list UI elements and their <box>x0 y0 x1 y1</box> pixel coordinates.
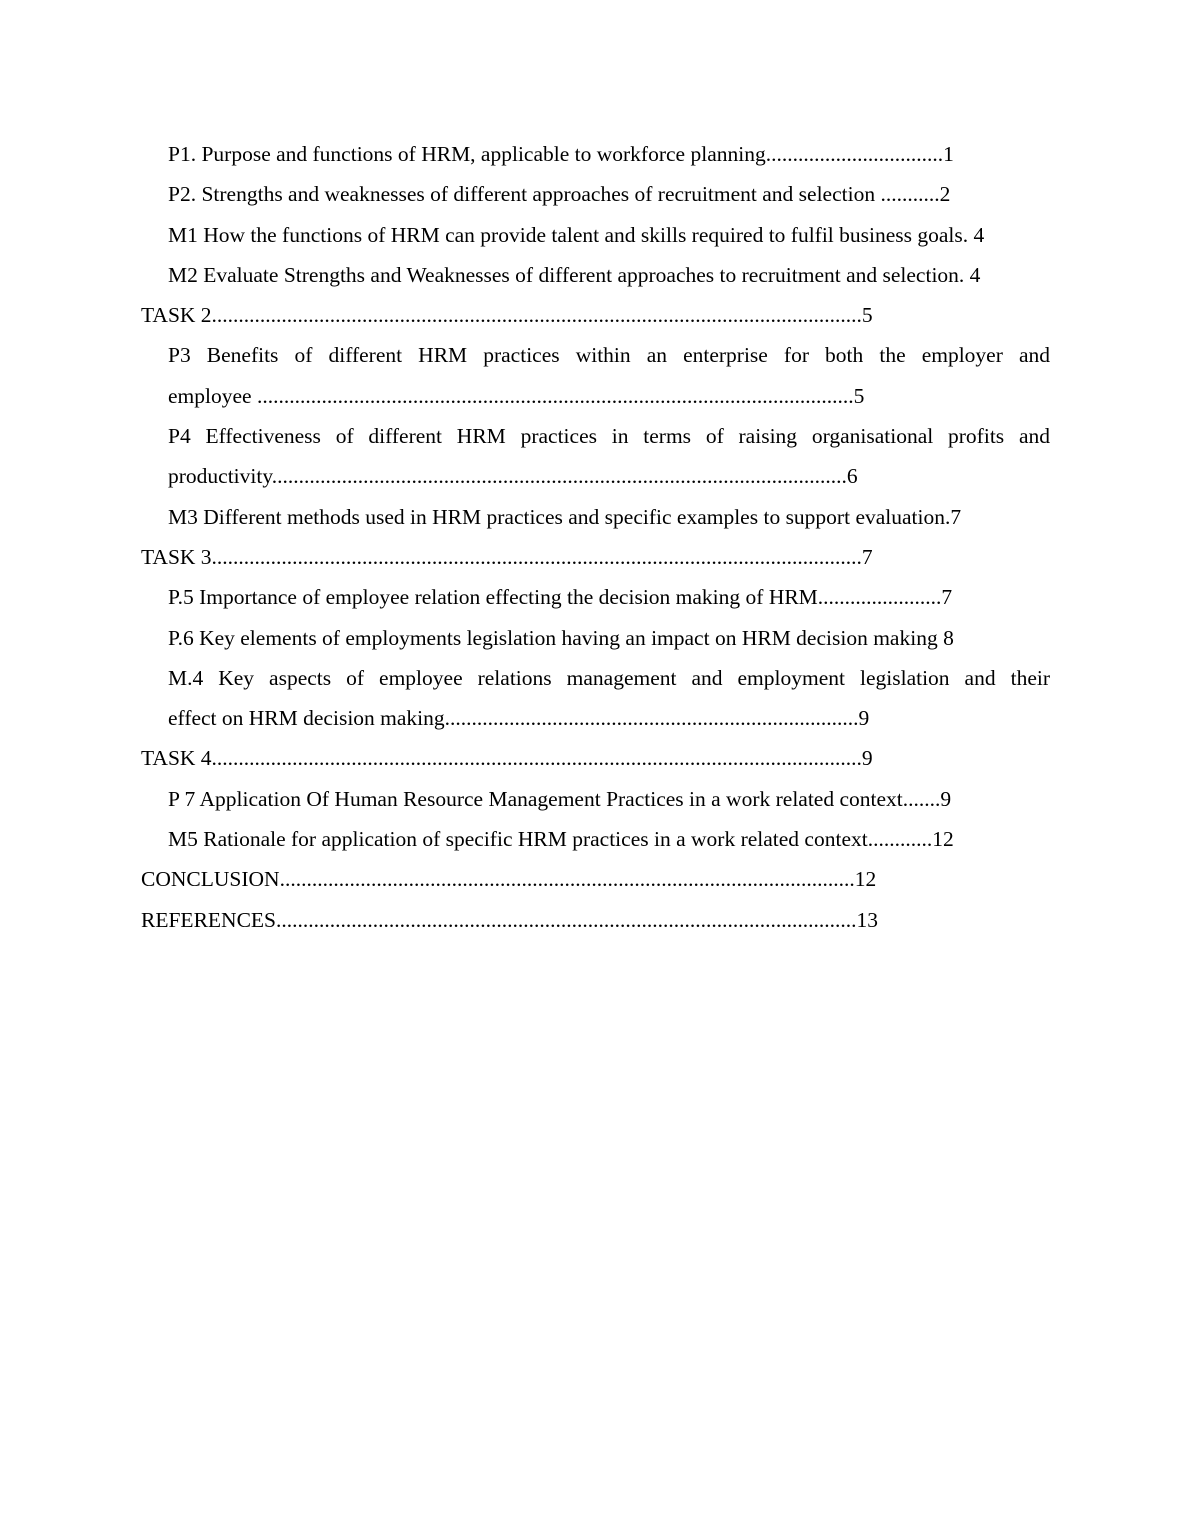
toc-entry-p1[interactable]: P1. Purpose and functions of HRM, applicable to workforce planning.................................1 <box>168 142 954 166</box>
toc-entry-m2[interactable]: M2 Evaluate Strengths and Weaknesses of different approaches to recruitment and selection. 4 <box>168 262 981 287</box>
table-of-contents <box>141 134 1050 940</box>
toc-entry-m5[interactable]: M5 Rationale for application of specific HRM practices in a work related context............12 <box>168 827 954 852</box>
toc-entry-p7[interactable]: P 7 Application Of Human Resource Management Practices in a work related context.......9 <box>168 786 952 811</box>
toc-entry-m4-cont[interactable]: effect on HRM decision making.............................................................................9 <box>168 706 870 731</box>
toc-entry-p4-cont[interactable]: productivity...........................................................................................................6 <box>168 464 858 489</box>
toc-entry-conclusion[interactable]: CONCLUSION...........................................................................................................12 <box>141 867 877 892</box>
toc-entry-p4[interactable]: P4 Effectiveness of different HRM practices in terms of raising organisational profits and <box>168 424 1050 449</box>
toc-entry-task-2[interactable]: TASK 2.........................................................................................................................5 <box>141 303 873 328</box>
toc-entry-m4[interactable]: M.4 Key aspects of employee relations management and employment legislation and their <box>168 665 1050 690</box>
toc-entry-p6[interactable]: P.6 Key elements of employments legislation having an impact on HRM decision making 8 <box>168 625 954 650</box>
toc-entry-references[interactable]: REFERENCES............................................................................................................13 <box>141 907 878 932</box>
toc-entry-p3-cont[interactable]: employee ...............................................................................................................5 <box>168 383 865 408</box>
toc-entry-m3[interactable]: M3 Different methods used in HRM practices and specific examples to support evaluation.7 <box>168 504 962 529</box>
toc-entry-p2[interactable]: P2. Strengths and weaknesses of different approaches of recruitment and selection ...........2 <box>168 182 951 207</box>
toc-entry-m1[interactable]: M1 How the functions of HRM can provide talent and skills required to fulfil business goals. 4 <box>168 222 985 247</box>
toc-entry-task-3[interactable]: TASK 3.........................................................................................................................7 <box>141 544 873 569</box>
toc-entry-p5[interactable]: P.5 Importance of employee relation effecting the decision making of HRM.......................7 <box>168 585 953 610</box>
toc-entry-task-4[interactable]: TASK 4.........................................................................................................................9 <box>141 746 873 771</box>
toc-entry-p3[interactable]: P3 Benefits of different HRM practices within an enterprise for both the employer and <box>168 343 1050 368</box>
